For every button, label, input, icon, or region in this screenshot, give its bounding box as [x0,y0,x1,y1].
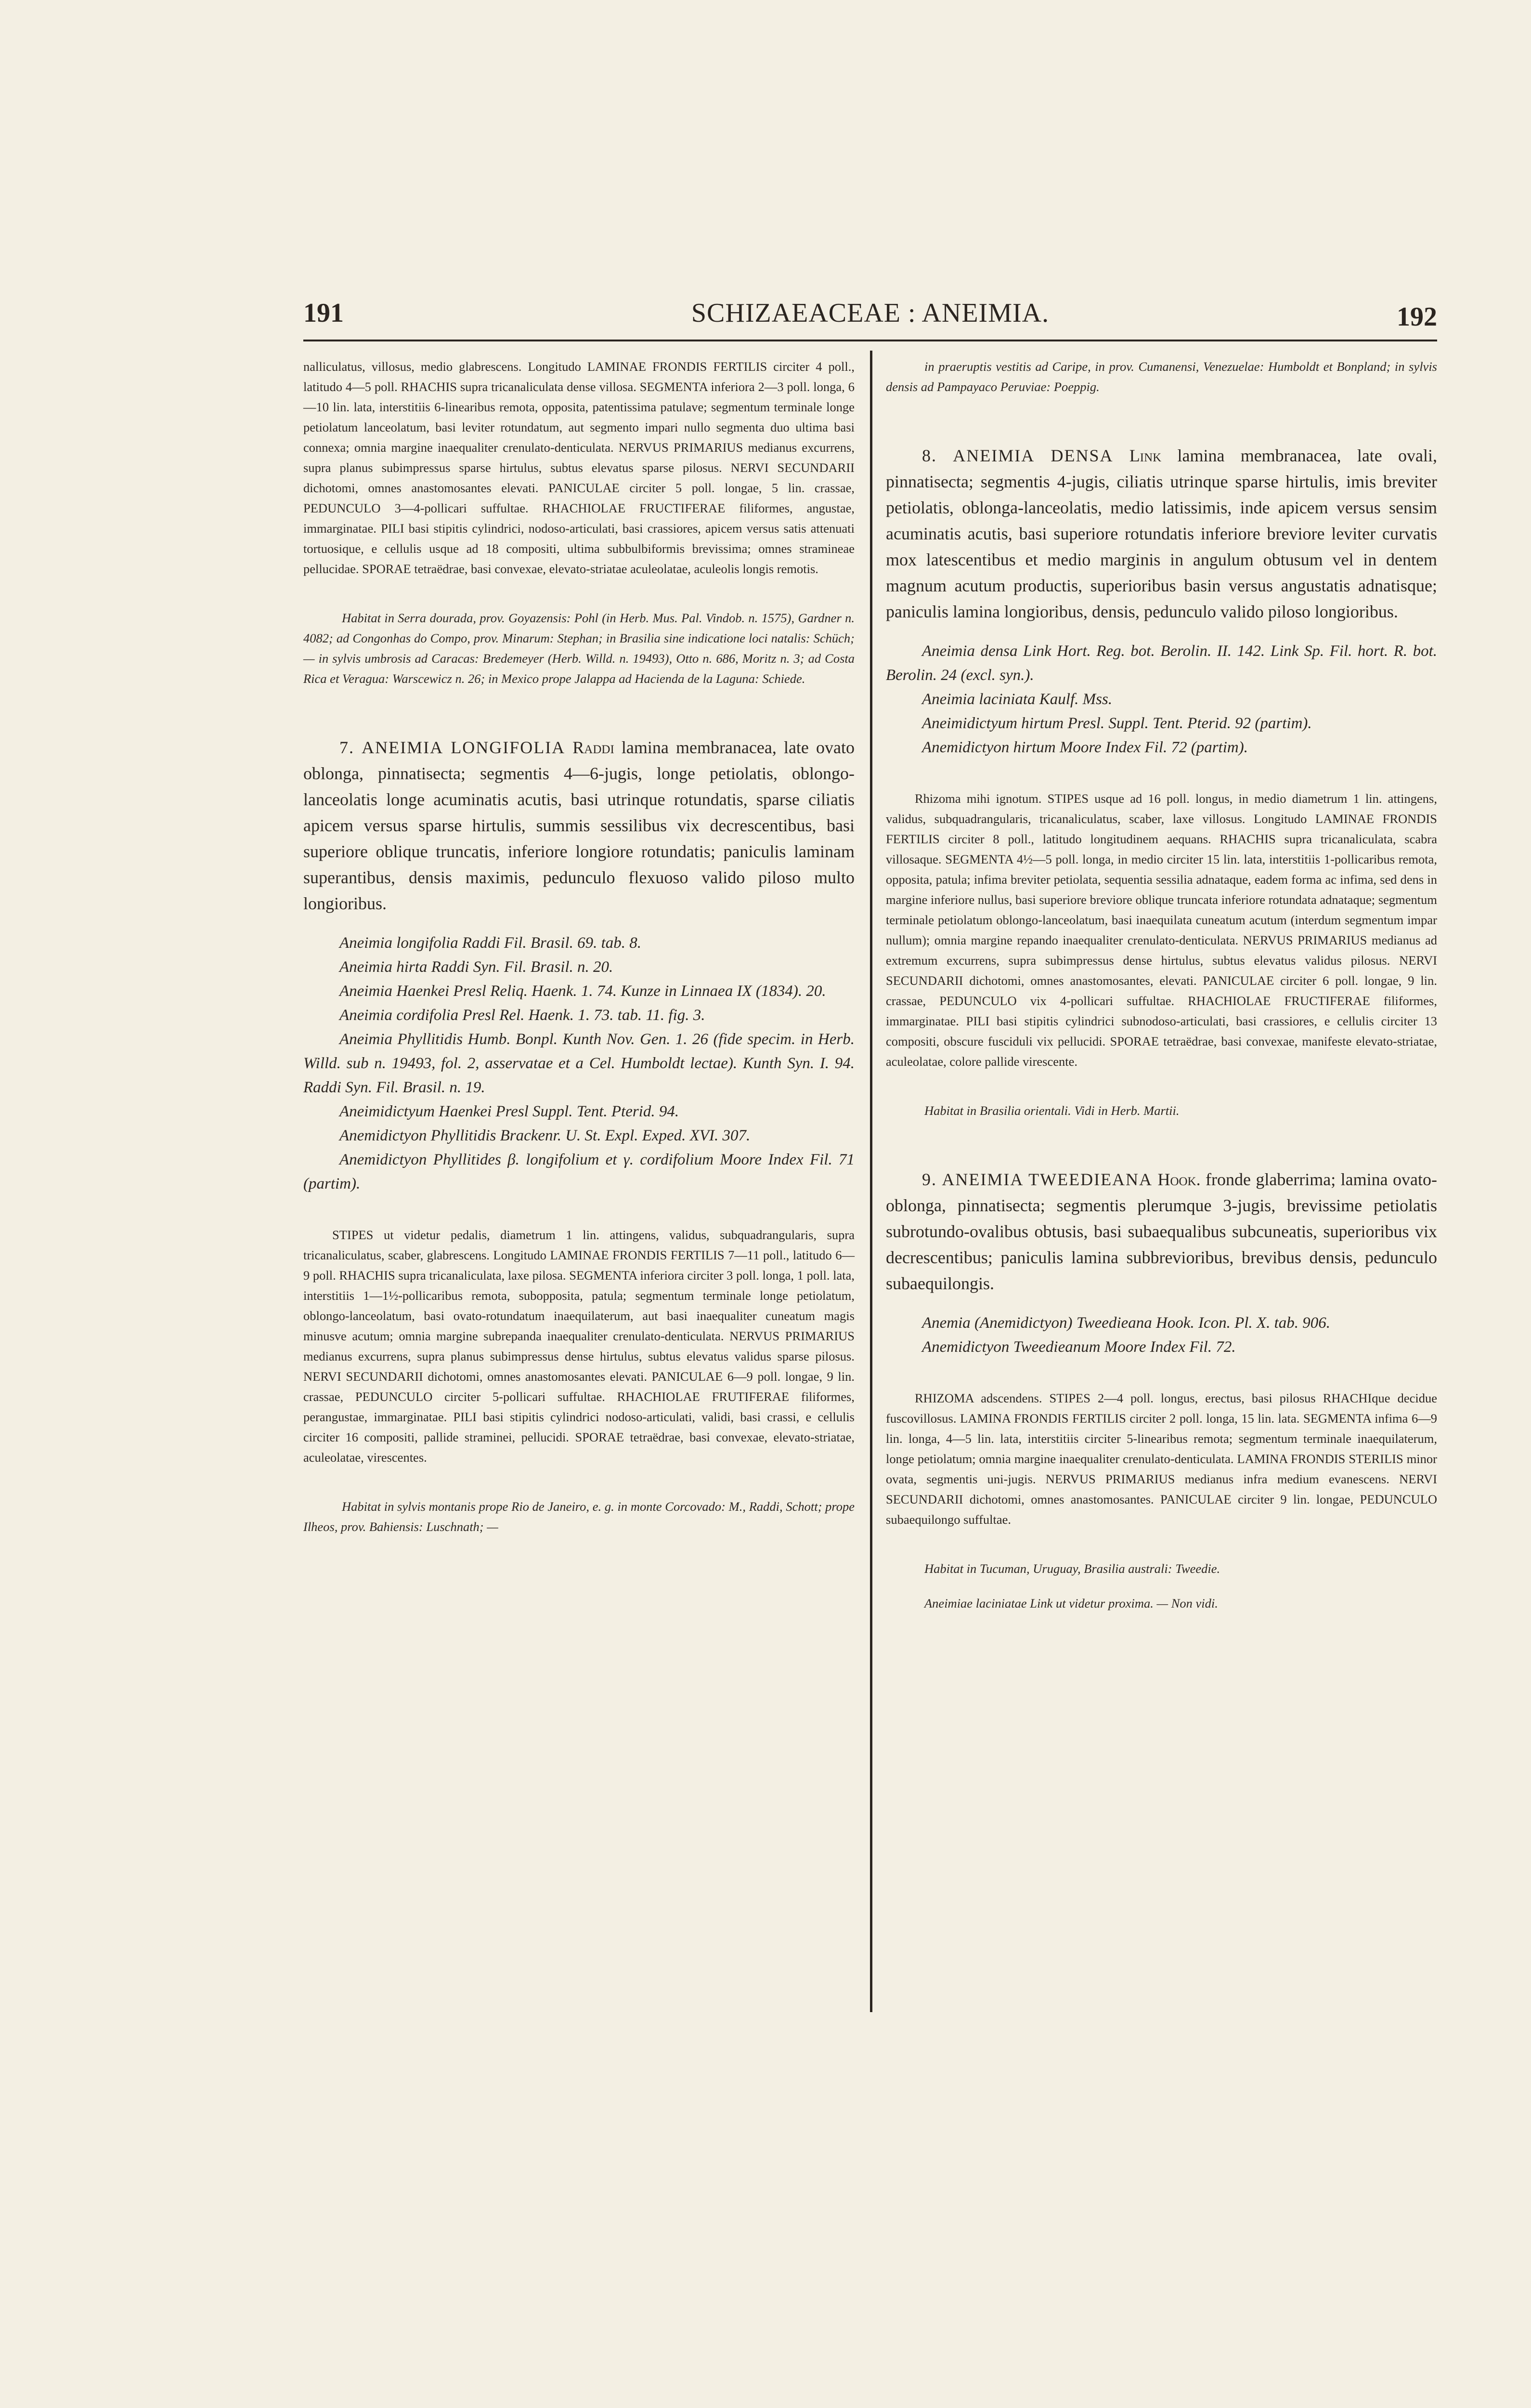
species-9-habitat: Habitat in Tucuman, Uruguay, Brasilia australi: Tweedie. [924,1561,1220,1576]
species-7-name: 7. ANEIMIA LONGIFOLIA [339,738,566,757]
species-8-synonym: Aneimia laciniata Kaulf. Mss. [922,691,1113,708]
header-rule [303,340,1437,341]
page-number-left: 191 [303,298,344,328]
species-9-name: 9. ANEIMIA TWEEDIEANA [922,1170,1153,1189]
species-8-author: Link [1129,446,1162,465]
species-9-note: Aneimiae laciniatae Link ut videtur proxima. — Non vidi. [924,1596,1218,1610]
species-7-synonym: Aneimia hirta Raddi Syn. Fil. Brasil. n. 20. [339,958,613,976]
species-9-synonym: Anemia (Anemidictyon) Tweedieana Hook. Icon. Pl. X. tab. 906. [922,1314,1331,1332]
continued-description: nalliculatus, villosus, medio glabrescens. Longitudo LAMINAE FRONDIS FERTILIS circiter 4 poll., latitudo 4—5 poll. RHACHIS supra tricanaliculata dense villosa. SEGMENTA inferiora 2—3 poll. longa, 6—10 lin. lata, interstitiis 6-linearibus remota, opposita, patentissima patulave; segmentum terminale longe petiolatum lanceolatum, basi leviter rotundatum, aut segmento impari nullo segmenta duo ultima basi connexa; omnia margine inaequaliter crenulato-denticulata. NERVUS PRIMARIUS medianus excurrens, supra planus subimpressus sparse hirtulus, subtus elevatus sparse pilosus. NERVI SECUNDARII dichotomi, omnes anastomosantes elevati. PANICULAE circiter 5 poll. longae, 5 lin. crassae, PEDUNCULO 3—4-pollicari suffultae. RHACHIOLAE FRUCTIFERAE filiformes, angustae, immarginatae. PILI basi stipitis cylindrici, nodoso-articulati, basi crassiores, apicem versus satis attenuati tortuosique, e cellulis usque ad 18 compositi, ultima subbulbiformis brevissima; omnes stramineae pellucidae. SPORAE tetraëdrae, basi convexae, elevato-striatae aculeolatae, aculeolis longis remotis. [303,359,855,576]
species-8-synonym: Aneimidictyum hirtum Presl. Suppl. Tent. Pterid. 92 (partim). [922,715,1312,732]
species-8-habitat: Habitat in Brasilia orientali. Vidi in Herb. Martii. [924,1103,1180,1118]
species-7-habitat: Habitat in sylvis montanis prope Rio de Janeiro, e. g. in monte Corcovado: M., Raddi, Schott; prope Ilheos, prov. Bahiensis: Luschnath; — [303,1499,855,1534]
species-7-synonym: Aneimia Phyllitidis Humb. Bonpl. Kunth Nov. Gen. 1. 26 (fide specim. in Herb. Willd. sub n. 19493, fol. 2, asservatae et a Cel. Humboldt lectae). Kunth Syn. I. 94. Raddi Syn. Fil. Brasil. n. 19. [303,1031,855,1096]
species-9-diagnosis-text: fronde glaberrima; lamina ovato-oblonga, pinnatisecta; segmentis plerumque 3-jugis, brevissime petiolatis subrotundo-ovalibus obtusis, basi subaequalibus subcuneatis, superioribus vix decrescentibus; paniculis lamina subbrevioribus, brevibus densis, pedunculo subaequilongis. [886,1170,1437,1293]
species-8-synonym: Aneimia densa Link Hort. Reg. bot. Berolin. II. 142. Link Sp. Fil. hort. R. bot. Berolin. 24 (excl. syn.). [886,642,1437,684]
species-7-diagnosis [303,734,855,916]
right-column [886,356,1437,1613]
species-7-synonym: Aneimia longifolia Raddi Fil. Brasil. 69. tab. 8. [339,934,641,952]
running-title: SCHIZAEACEAE : ANEIMIA. [691,298,1050,328]
species-7-author: Raddi [572,738,614,757]
species-8-diagnosis [886,443,1437,625]
continued-habitat-right: in praeruptis vestitis ad Caripe, in prov. Cumanensi, Venezuelae: Humboldt et Bonpland; in sylvis densis ad Pampayaco Peruviae: Poeppig. [886,359,1437,394]
column-divider [870,351,872,2012]
species-9-synonym: Anemidictyon Tweedieanum Moore Index Fil. 72. [922,1338,1236,1356]
species-8-description: Rhizoma mihi ignotum. STIPES usque ad 16 poll. longus, in medio diametrum 1 lin. attingens, validus, subquadrangularis, tricanaliculatus, scaber, laxe villosus. Longitudo LAMINAE FRONDIS FERTILIS circiter 8 poll., latitudo longitudinem aequans. RHACHIS supra tricanaliculata, scabra villosaque. SEGMENTA 4½—5 poll. longa, in medio circiter 15 lin. lata, interstitiis 1-pollicaribus remota, opposita, patula; infima breviter petiolata, sequentia sessilia adnataque, eadem forma ac infima, sed dens in margine inferiore nullus, basi superiore breviore oblique truncata inferiore rotundata adnataque; segmentum terminale petiolatum oblongo-lanceolatum, basi inaequilata cuneatum acutum (interdum segmentum impar nullum); omnia margine repando inaequaliter crenulato-denticulata. NERVUS PRIMARIUS medianus ad extremum excurrens, supra subimpressus dense hirtulus, subtus elevatus validus pilosus. NERVI SECUNDARII dichotomi, omnes anastomosantes, elevati. PANICULAE circiter 6 poll. longae, 9 lin. crassae, PEDUNCULO vix 4-pollicari suffultae. RHACHIOLAE FRUCTIFERAE filiformes, immarginatae. PILI basi stipitis cylindrici subnodoso-articulati, basi crassiores, e cellulis circiter 13 compositi, obscure fusciduli vix pellucidi. SPORAE tetraëdrae, basi convexae, manifeste elevato-striatae, aculeolatae, colore pallide virescente. [886,791,1437,1069]
species-7-diagnosis-text: lamina membranacea, late ovato oblonga, pinnatisecta; segmentis 4—6-jugis, longe petiolatis, oblongo-lanceolatis longe acuminatis acutis, basi utrinque rotundatis, sparse ciliatis apicem versus sparse hirtulis, summis sessilibus vix decrescentibus, basi superiore oblique truncatis, inferiore longiore rotundatis; paniculis laminam superantibus, densis maximis, pedunculo flexuoso valido piloso multo longioribus. [303,738,855,913]
continued-habitat: Habitat in Serra dourada, prov. Goyazensis: Pohl (in Herb. Mus. Pal. Vindob. n. 1575), Gardner n. 4082; ad Congonhas do Compo, prov. Minarum: Stephan; in Brasilia sine indicatione loci natalis: Schüch; — in sylvis umbrosis ad Caracas: Bredemeyer (Herb. Willd. n. 19493), Otto n. 686, Moritz n. 3; ad Costa Rica et Veragua: Warscewicz n. 26; in Mexico prope Jalappa ad Hacienda de la Laguna: Schiede. [303,611,855,686]
species-7-synonym: Aneimia Haenkei Presl Reliq. Haenk. 1. 74. Kunze in Linnaea IX (1834). 20. [339,982,826,1000]
species-7-description: STIPES ut videtur pedalis, diametrum 1 lin. attingens, validus, subquadrangularis, supra tricanaliculatus, scaber, glabrescens. Longitudo LAMINAE FRONDIS FERTILIS 7—11 poll., latitudo 6—9 poll. RHACHIS supra tricanaliculata, laxe pilosa. SEGMENTA inferiora circiter 3 poll. longa, 1 poll. lata, interstitiis 1—1½-pollicaribus remota, subopposita, patula; segmentum terminale longe petiolatum, oblongo-lanceolatum, basi ovato-rotundatum inaequilaterum, aut basi inaequaliter cuneatum magis minusve acutum; omnia margine subrepanda inaequaliter crenulato-denticulata. NERVUS PRIMARIUS medianus excurrens, supra planus subimpressus dense hirtulus, subtus elevatus validus sparse pilosus. NERVI SECUNDARII dichotomi, omnes anastomosantes elevati. PANICULAE 6—9 poll. longae, 9 lin. crassae, PEDUNCULO circiter 5-pollicari suffultae. RHACHIOLAE FRUTIFERAE filiformes, perangustae, immarginatae. PILI basi stipitis cylindrici nodoso-articulati, validi, basi crassi, e cellulis circiter 16 compositi, pallide straminei, pellucidi. SPORAE tetraëdrae, basi convexae, elevato-striatae, aculeolatae, virescentes. [303,1228,855,1465]
species-8-synonym: Anemidictyon hirtum Moore Index Fil. 72 (partim). [922,739,1248,756]
species-9-author: Hook. [1157,1170,1201,1189]
page-header [303,298,1437,341]
species-8-diagnosis-text: lamina membranacea, late ovali, pinnatisecta; segmentis 4-jugis, ciliatis utrinque sparse hirtulis, imis breviter petiolatis, oblonga-lanceolatis, medio latissimis, inde apicem versus sensim acuminatis acutis, basi superiore rotundatis inferiore breviore leviter curvatis mox latescentibus et medio marginis in angulum obtusum vel in dentem magnum acutum productis, superioribus basin versus angustatis adnatisque; paniculis lamina longioribus, densis, pedunculo valido piloso longioribus. [886,446,1438,621]
species-9-diagnosis [886,1166,1437,1296]
left-column [303,356,855,1537]
species-8-name: 8. ANEIMIA DENSA [922,446,1114,465]
page-number-right: 192 [1397,302,1437,332]
species-7-synonym: Aneimidictyum Haenkei Presl Suppl. Tent. Pterid. 94. [339,1103,679,1120]
species-7-synonym: Anemidictyon Phyllitidis Brackenr. U. St. Expl. Exped. XVI. 307. [339,1127,751,1144]
species-9-description: RHIZOMA adscendens. STIPES 2—4 poll. longus, erectus, basi pilosus RHACHIque decidue fuscovillosus. LAMINA FRONDIS FERTILIS circiter 2 poll. longa, 15 lin. lata. SEGMENTA infima 6—9 lin. longa, 4—5 lin. lata, interstitiis circiter 5-linearibus remota; segmentum terminale inaequilaterum, longe petiolatum; omnia margine inaequaliter crenulato-denticulata. LAMINA FRONDIS STERILIS minor ovata, segmentis uni-jugis. NERVUS PRIMARIUS medianus infra medium evanescens. NERVI SECUNDARII dichotomi, omnes anastomosantes. PANICULAE circiter 9 lin. longae, PEDUNCULO subaequilongo suffultae. [886,1391,1437,1527]
species-7-synonym: Anemidictyon Phyllitides β. longifolium et γ. cordifolium Moore Index Fil. 71 (partim). [303,1151,855,1192]
species-7-synonym: Aneimia cordifolia Presl Rel. Haenk. 1. 73. tab. 11. fig. 3. [339,1007,705,1024]
